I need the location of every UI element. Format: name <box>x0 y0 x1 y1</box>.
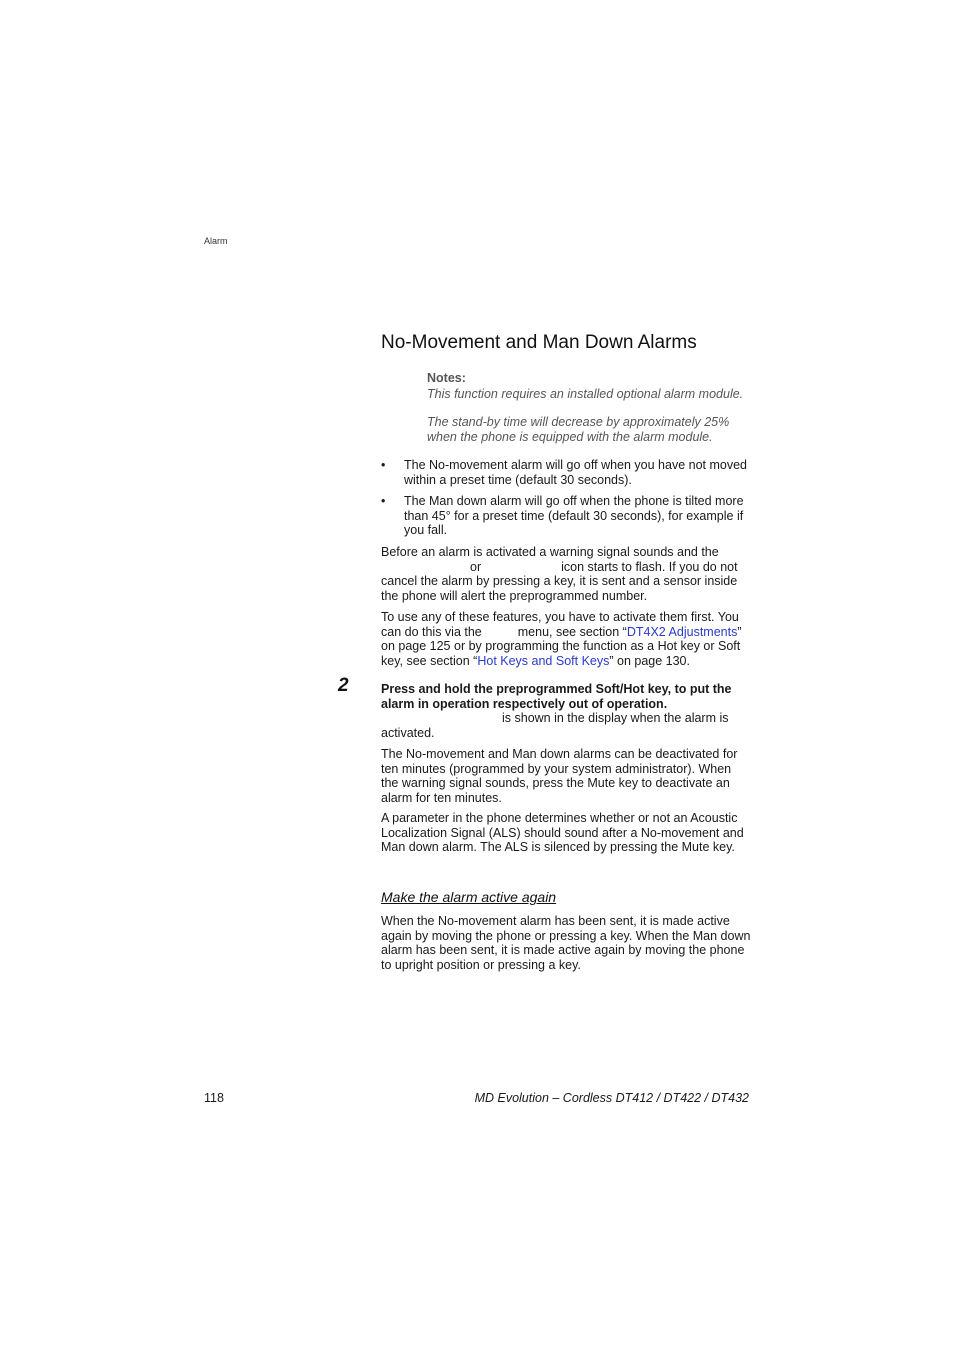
bullet-symbol: • <box>381 458 386 472</box>
warning-or: or <box>470 559 482 574</box>
notes-heading: Notes: <box>427 371 466 385</box>
bullet-symbol: • <box>381 494 386 508</box>
deactivation-paragraph: The No-movement and Man down alarms can be deactivated for ten minutes (programmed by your system administrator). When the warning signal sounds, press the Mute key to deactivate an alarm for ten minutes. <box>381 747 738 805</box>
step-result-line-2: activated. <box>381 725 435 740</box>
footer-doc-title: MD Evolution – Cordless DT412 / DT422 / DT432 <box>474 1091 749 1105</box>
bullet-text: The No-movement alarm will go off when you have not moved within a preset time (default 30 seconds). <box>404 458 747 487</box>
link-hot-keys-soft-keys[interactable]: Hot Keys and Soft Keys <box>477 653 610 668</box>
activation-text-4: ” on page 130. <box>609 653 690 668</box>
warning-paragraph <box>381 545 751 603</box>
subsection-paragraph: When the No-movement alarm has been sent, it is made active again by moving the phone or pressing a key. When the Man down alarm has been sent, it is made active again by moving the phone to upright position or pressing a key. <box>381 914 751 972</box>
activation-paragraph <box>381 610 751 668</box>
warning-rest: cancel the alarm by pressing a key, it is sent and a sensor inside the phone will alert the preprogrammed number. <box>381 574 738 603</box>
warning-line-2-rest: icon starts to flash. If you do not <box>561 559 738 574</box>
als-paragraph: A parameter in the phone determines whether or not an Acoustic Localization Signal (ALS) should sound after a No-movement and Man down alarm. The ALS is silenced by pressing the Mute key. <box>381 811 744 854</box>
note-text-2: The stand-by time will decrease by approximately 25% when the phone is equipped with the alarm module. <box>427 415 730 444</box>
step-instruction: Press and hold the preprogrammed Soft/Hot key, to put the alarm in operation respectively out of operation. <box>381 682 732 711</box>
step-number: 2 <box>338 675 349 696</box>
activation-text-2: menu, see section “ <box>517 624 627 639</box>
activation-text-1: To use any of these features, you have to activate them first. You can do this via the <box>381 610 739 639</box>
section-title: No-Movement and Man Down Alarms <box>381 332 697 353</box>
warning-line-2 <box>381 560 751 575</box>
note-text-1: This function requires an installed optional alarm module. <box>427 386 744 401</box>
notes-box <box>427 371 757 444</box>
warning-line-1: Before an alarm is activated a warning signal sounds and the <box>381 545 719 559</box>
link-dt4x2-adjustments[interactable]: DT4X2 Adjustments <box>626 624 738 639</box>
bullet-text: The Man down alarm will go off when the phone is tilted more than 45° for a preset time (default 30 seconds), for example if you fall. <box>404 494 744 537</box>
bullet-item-no-movement <box>381 458 751 487</box>
step-block <box>381 682 751 740</box>
bullet-item-man-down <box>381 494 751 538</box>
step-result-line-1: is shown in the display when the alarm is <box>502 711 729 725</box>
page-number: 118 <box>204 1091 224 1105</box>
running-header: Alarm <box>204 236 228 246</box>
subsection-title: Make the alarm active again <box>381 889 557 905</box>
activation-text-3: ” on page 125 or by programming the function as a Hot key or Soft key, see section “ <box>381 624 742 668</box>
